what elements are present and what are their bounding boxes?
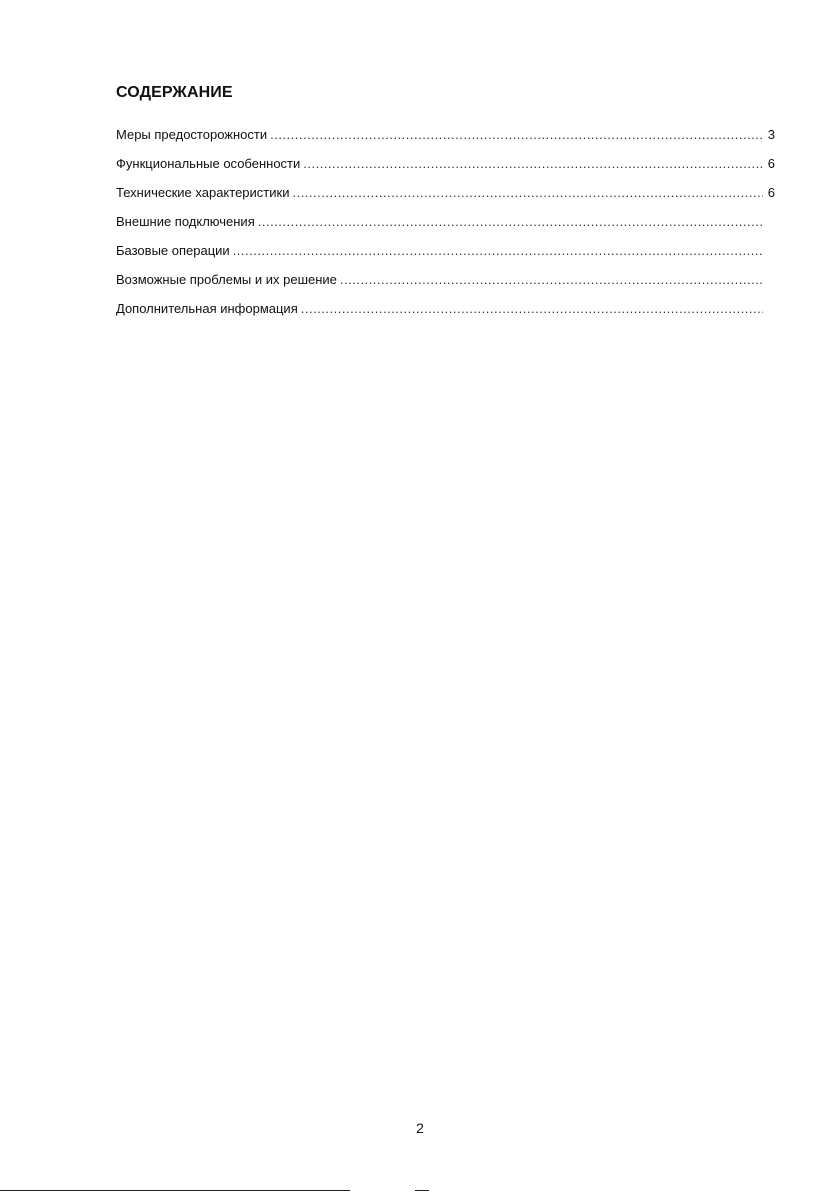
toc-entry-label: Функциональные особенности: [116, 156, 301, 171]
page-number: 2: [416, 1120, 424, 1136]
toc-entry-label: Внешние подключения: [116, 214, 255, 229]
toc-entry-label: Возможные проблемы и их решение: [116, 272, 337, 287]
toc-entry-additional-info[interactable]: [116, 300, 775, 329]
footer-rule-mark: [415, 1190, 429, 1191]
toc-entry-troubleshooting[interactable]: [116, 271, 775, 300]
toc-entry-label: Технические характеристики: [116, 185, 290, 200]
toc-entry-page: 3: [767, 127, 775, 142]
toc-entry-label: Базовые операции: [116, 243, 230, 258]
toc-dot-leader: [233, 242, 763, 260]
toc-entry-external-connections[interactable]: [116, 213, 775, 242]
toc-dot-leader: [258, 213, 763, 231]
footer-rule: [0, 1190, 350, 1191]
toc-entry-label: Меры предосторожности: [116, 127, 268, 142]
toc-dot-leader: [303, 155, 763, 173]
toc-entry-label: Дополнительная информация: [116, 301, 298, 316]
toc-dot-leader: [301, 300, 763, 318]
toc-dot-leader: [340, 271, 763, 289]
toc-entry-precautions[interactable]: [116, 126, 775, 155]
toc-entry-basic-operations[interactable]: [116, 242, 775, 271]
toc-entry-specifications[interactable]: [116, 184, 775, 213]
toc-entry-page: 6: [767, 156, 775, 171]
toc-entry-page: 6: [767, 185, 775, 200]
toc-title: СОДЕРЖАНИЕ: [116, 84, 233, 101]
toc-entry-features[interactable]: [116, 155, 775, 184]
table-of-contents: [116, 126, 775, 329]
toc-dot-leader: [270, 126, 763, 144]
toc-dot-leader: [292, 184, 763, 202]
